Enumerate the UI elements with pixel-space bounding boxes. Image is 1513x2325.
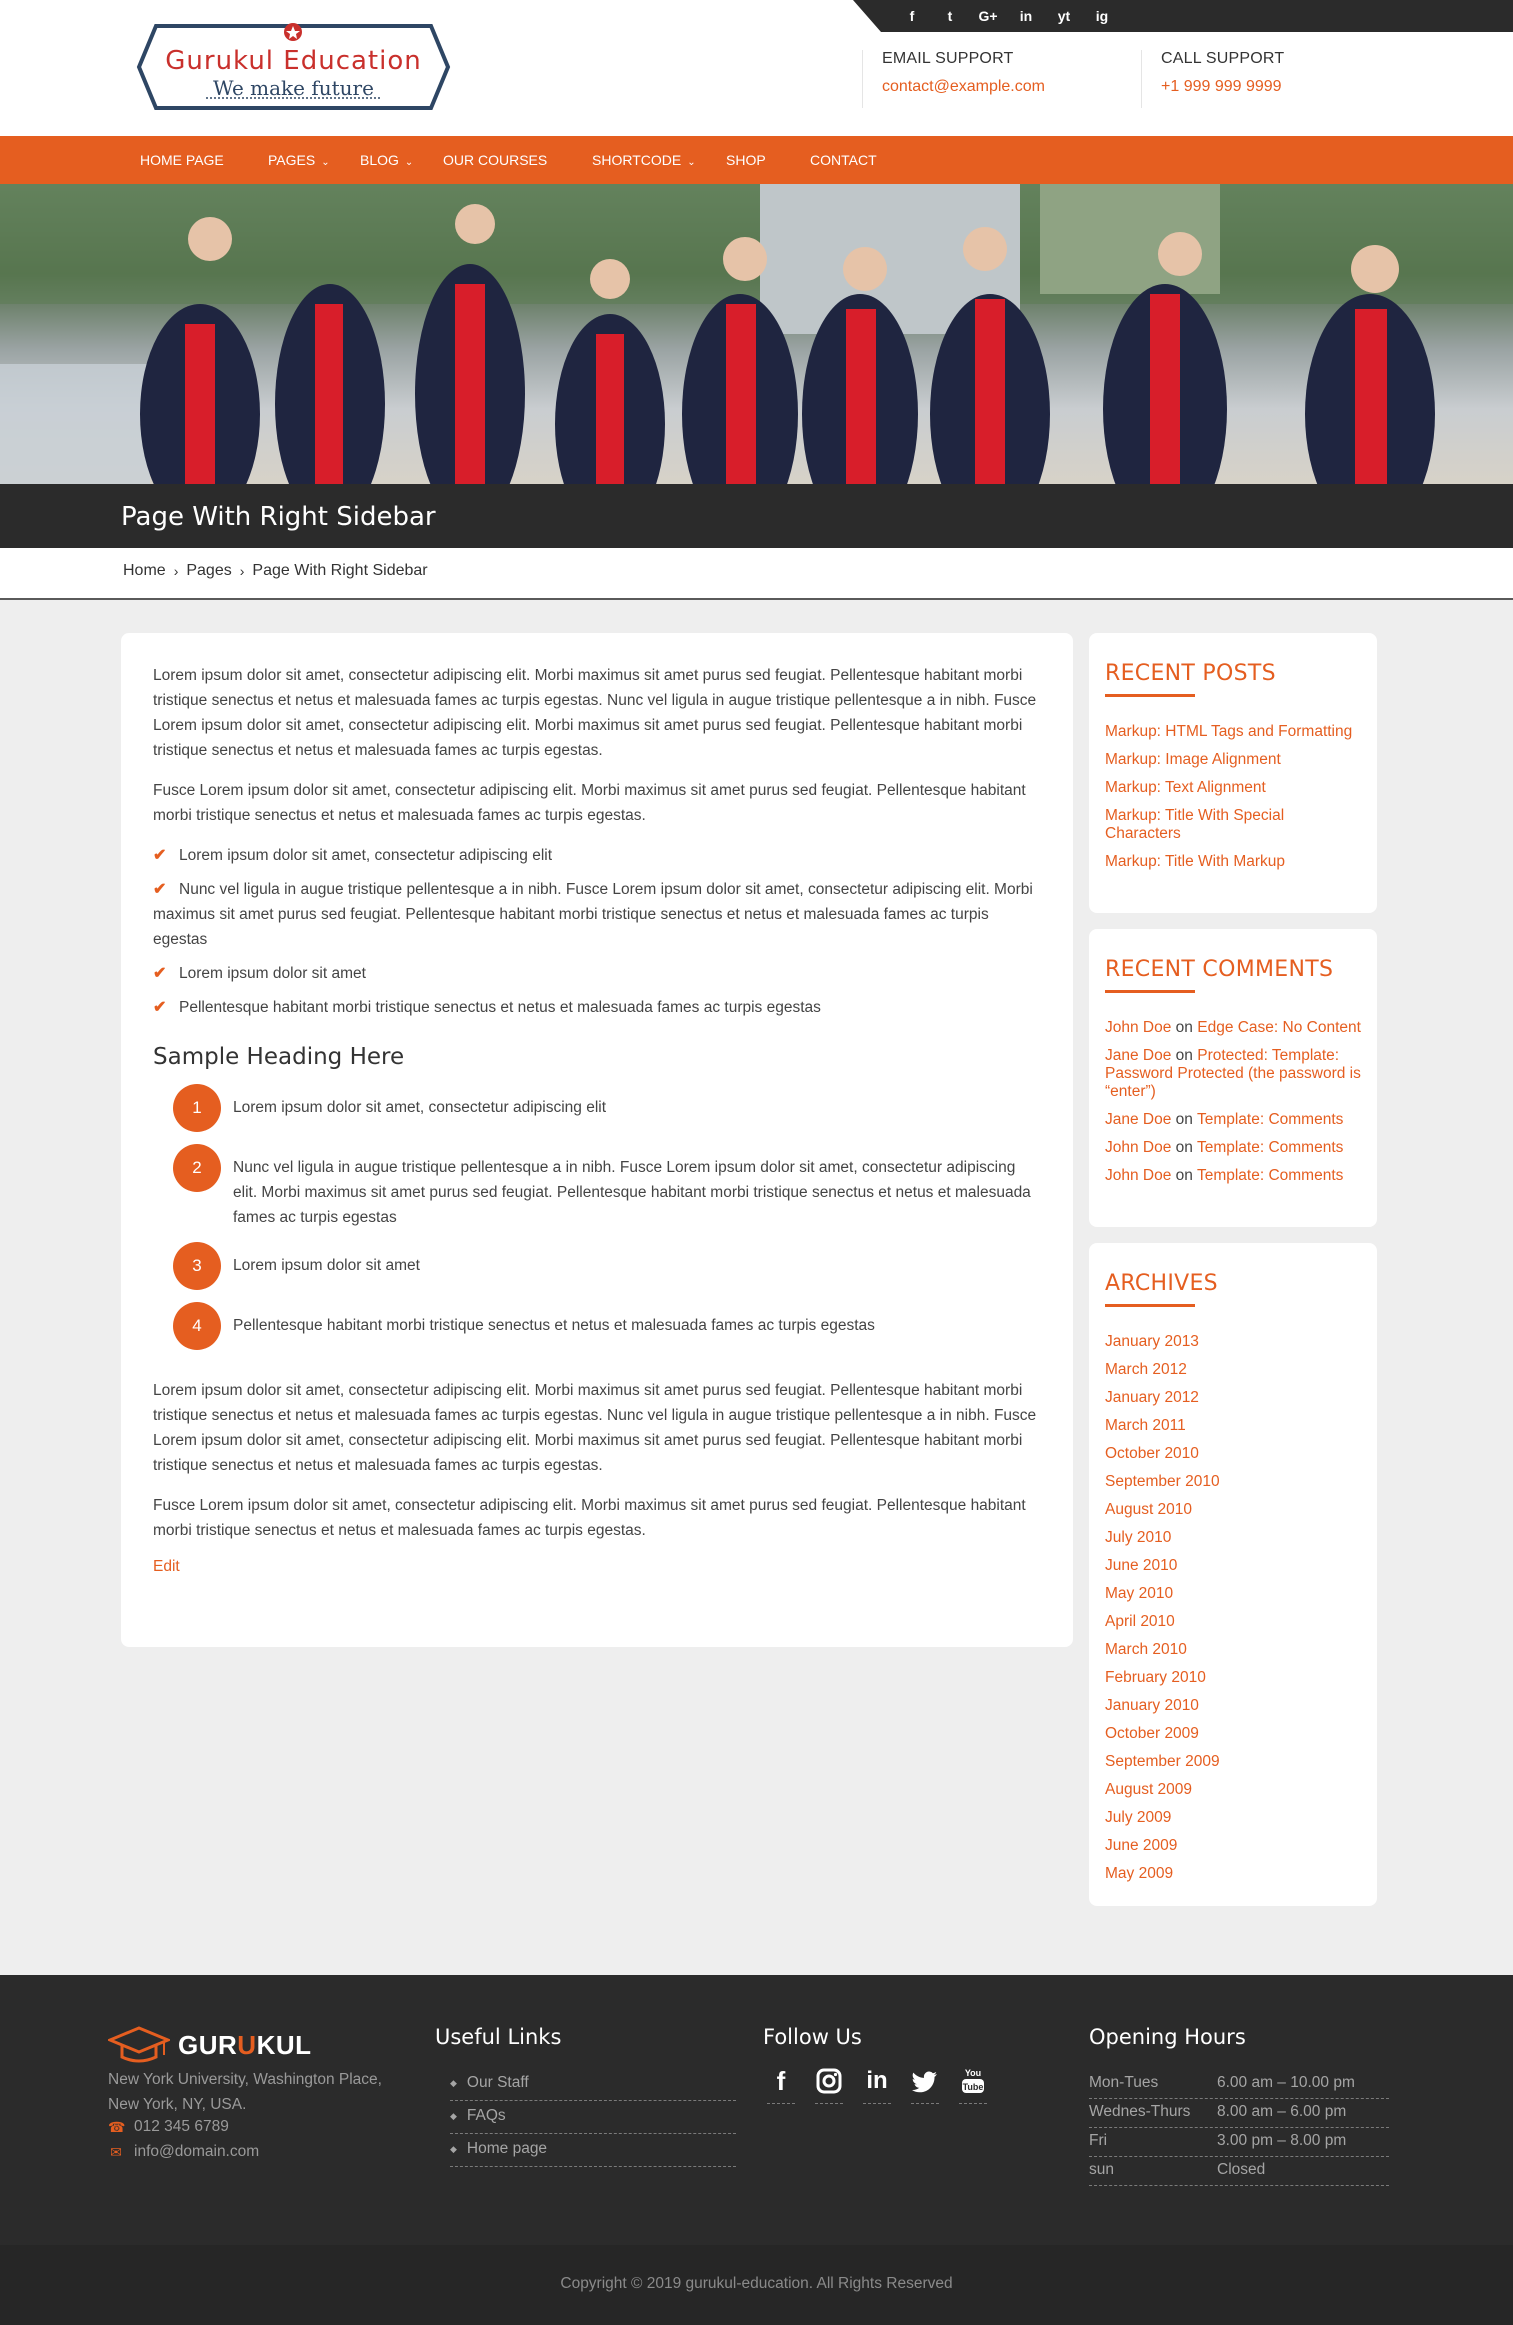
nav-blog[interactable] bbox=[360, 136, 413, 184]
numbered-item-text: Nunc vel ligula in augue tristique pellentesque a in nibh. Fusce Lorem ipsum dolor sit amet, consectetur adipiscing elit. Morbi maximus sit amet purus sed feugiat. Pellentesque habitant morbi tristique senectus et netus et malesuada fames ac turpis egestas bbox=[233, 1159, 1031, 1226]
numbered-item bbox=[173, 1242, 1041, 1290]
recent-comment bbox=[1105, 1111, 1361, 1129]
hours-day: Mon-Tues bbox=[1089, 2074, 1159, 2091]
widget-title: ARCHIVES bbox=[1105, 1271, 1218, 1296]
logo-text-accent: U bbox=[237, 2029, 257, 2060]
title-underline bbox=[1105, 1304, 1195, 1307]
nav-label: BLOG bbox=[360, 152, 399, 168]
chevron-right-icon: › bbox=[173, 563, 179, 579]
divider bbox=[862, 50, 863, 108]
site-footer bbox=[0, 1975, 1513, 2245]
hours-row bbox=[1089, 2128, 1389, 2157]
archive-link[interactable]: February 2010 bbox=[1105, 1669, 1206, 1686]
list-item bbox=[153, 995, 1041, 1020]
phone-icon: ☎ bbox=[108, 2118, 126, 2135]
diamond-bullet-icon: ◆ bbox=[450, 2078, 457, 2088]
nav-pages[interactable] bbox=[268, 136, 330, 184]
hours-row bbox=[1089, 2099, 1389, 2128]
paragraph: Fusce Lorem ipsum dolor sit amet, consectetur adipiscing elit. Morbi maximus sit amet purus sed feugiat. Pellentesque habitant morbi tristique senectus et netus et malesuada fames ac turpis egestas. bbox=[153, 782, 1026, 824]
email-support-link[interactable]: contact@example.com bbox=[882, 78, 1045, 95]
archive-link[interactable]: September 2010 bbox=[1105, 1473, 1220, 1490]
logo-text-part: KUL bbox=[256, 2029, 312, 2060]
comment-author-link[interactable]: John Doe bbox=[1105, 1019, 1172, 1036]
hours-day: sun bbox=[1089, 2161, 1114, 2178]
recent-post-link[interactable]: Markup: Title With Special Characters bbox=[1105, 807, 1285, 842]
comment-author-link[interactable]: Jane Doe bbox=[1105, 1047, 1172, 1064]
nav-label: CONTACT bbox=[810, 152, 877, 168]
twitter-icon[interactable] bbox=[911, 2066, 939, 2104]
google-plus-icon[interactable]: G+ bbox=[978, 8, 998, 24]
recent-post-link[interactable]: Markup: Text Alignment bbox=[1105, 779, 1266, 796]
footer-phone-text[interactable]: 012 345 6789 bbox=[134, 2118, 229, 2135]
comment-on: on bbox=[1175, 1111, 1193, 1128]
numbered-item-text: Lorem ipsum dolor sit amet bbox=[233, 1257, 420, 1274]
check-icon: ✔ bbox=[153, 847, 167, 864]
footer-email bbox=[108, 2143, 259, 2161]
footer-logo-text bbox=[178, 2030, 312, 2061]
nav-label: SHORTCODE bbox=[592, 152, 682, 168]
comment-post-link[interactable]: Edge Case: No Content bbox=[1197, 1019, 1361, 1036]
opening-hours-title: Opening Hours bbox=[1089, 2025, 1246, 2049]
hours-day: Wednes-Thurs bbox=[1089, 2103, 1191, 2120]
footer-link-text: FAQs bbox=[466, 2107, 506, 2125]
comment-post-link[interactable]: Template: Comments bbox=[1196, 1111, 1344, 1128]
hours-row bbox=[1089, 2157, 1389, 2186]
check-list bbox=[153, 843, 1041, 1020]
archive-link[interactable]: October 2010 bbox=[1105, 1445, 1199, 1462]
list-item-text: Lorem ipsum dolor sit amet, consectetur adipiscing elit bbox=[179, 847, 553, 864]
twitter-icon[interactable]: t bbox=[947, 8, 953, 24]
paragraph: Fusce Lorem ipsum dolor sit amet, consectetur adipiscing elit. Morbi maximus sit amet purus sed feugiat. Pellentesque habitant morbi tristique senectus et netus et malesuada fames ac turpis egestas. bbox=[153, 1497, 1026, 1539]
check-icon: ✔ bbox=[153, 881, 167, 898]
nav-home-page[interactable] bbox=[140, 136, 224, 184]
instagram-icon[interactable]: ig bbox=[1095, 8, 1109, 24]
numbered-item bbox=[173, 1084, 1041, 1132]
diamond-bullet-icon: ◆ bbox=[450, 2111, 457, 2121]
youtube-icon[interactable] bbox=[959, 2066, 987, 2104]
graduates-photo bbox=[0, 184, 1513, 484]
sample-heading: Sample Heading Here bbox=[153, 1044, 405, 1070]
numbered-list bbox=[173, 1084, 1041, 1350]
youtube-icon[interactable]: yt bbox=[1057, 8, 1071, 24]
svg-text:Tube: Tube bbox=[962, 2082, 984, 2092]
facebook-icon[interactable]: f bbox=[767, 2066, 795, 2104]
list-item bbox=[153, 961, 1041, 986]
nav-label: PAGES bbox=[268, 152, 316, 168]
linkedin-icon[interactable]: in bbox=[863, 2066, 891, 2104]
numbered-item-text: Pellentesque habitant morbi tristique senectus et netus et malesuada fames ac turpis egestas bbox=[233, 1317, 875, 1334]
breadcrumb-bar bbox=[0, 548, 1513, 600]
page-title-bar bbox=[0, 484, 1513, 548]
email-support-label: EMAIL SUPPORT bbox=[882, 50, 1014, 67]
site-header bbox=[0, 0, 1513, 136]
archive-link[interactable]: March 2011 bbox=[1105, 1417, 1186, 1434]
useful-links-title: Useful Links bbox=[435, 2025, 562, 2049]
number-badge: 4 bbox=[173, 1302, 221, 1350]
footer-phone bbox=[108, 2118, 229, 2136]
footer-email-text[interactable]: info@domain.com bbox=[134, 2143, 260, 2160]
archive-link[interactable]: May 2009 bbox=[1105, 1865, 1174, 1882]
logo-text-part: GUR bbox=[178, 2029, 238, 2060]
linkedin-icon[interactable]: in bbox=[1019, 8, 1033, 24]
chevron-down-icon: ⌄ bbox=[687, 157, 696, 168]
comment-on: on bbox=[1175, 1019, 1193, 1036]
hours-day: Fri bbox=[1089, 2132, 1108, 2149]
check-icon: ✔ bbox=[153, 965, 167, 982]
archive-link[interactable]: May 2010 bbox=[1105, 1585, 1174, 1602]
recent-comment bbox=[1105, 1167, 1361, 1185]
numbered-item bbox=[173, 1144, 1041, 1230]
comment-on: on bbox=[1175, 1139, 1193, 1156]
footer-link[interactable] bbox=[450, 2068, 736, 2101]
envelope-icon: ✉ bbox=[110, 2143, 122, 2160]
archive-link[interactable]: June 2009 bbox=[1105, 1837, 1178, 1854]
widget-title: RECENT POSTS bbox=[1105, 661, 1276, 686]
list-item-text: Pellentesque habitant morbi tristique senectus et netus et malesuada fames ac turpis egestas bbox=[179, 999, 821, 1016]
comment-author-link[interactable]: John Doe bbox=[1105, 1139, 1172, 1156]
breadcrumb-home[interactable]: Home bbox=[123, 562, 166, 579]
logo-tagline: We make future bbox=[213, 76, 374, 100]
email-support bbox=[882, 50, 1045, 96]
recent-comments-widget bbox=[1089, 929, 1377, 1227]
nav-label: HOME PAGE bbox=[140, 152, 224, 168]
nav-our-courses[interactable] bbox=[443, 136, 547, 184]
comment-post-link[interactable]: Protected: Template: Password Protected (the password is “enter”) bbox=[1105, 1047, 1361, 1100]
footer-address-line: New York, NY, USA. bbox=[108, 2096, 247, 2113]
nav-label: OUR COURSES bbox=[443, 152, 548, 168]
list-item bbox=[153, 843, 1041, 868]
list-item bbox=[153, 877, 1041, 952]
archives-widget bbox=[1089, 1243, 1377, 1906]
archive-link[interactable]: June 2010 bbox=[1105, 1557, 1178, 1574]
archive-link[interactable]: January 2010 bbox=[1105, 1697, 1199, 1714]
footer-logo[interactable] bbox=[108, 2025, 312, 2065]
recent-post-link[interactable]: Markup: HTML Tags and Formatting bbox=[1105, 723, 1353, 740]
main-navigation bbox=[0, 136, 1513, 184]
title-underline bbox=[1105, 990, 1195, 993]
recent-comment bbox=[1105, 1139, 1361, 1157]
list-item-text: Nunc vel ligula in augue tristique pellentesque a in nibh. Fusce Lorem ipsum dolor sit amet, consectetur adipiscing elit. Morbi maximus sit amet purus sed feugiat. Pellentesque habitant morbi tristique senectus et netus et malesuada fames ac turpis egestas bbox=[153, 881, 1033, 948]
comment-on: on bbox=[1175, 1167, 1193, 1184]
diamond-bullet-icon: ◆ bbox=[450, 2144, 457, 2154]
footer-link-text: Our Staff bbox=[466, 2074, 529, 2092]
follow-us-title: Follow Us bbox=[763, 2025, 862, 2049]
nav-shortcode[interactable] bbox=[592, 136, 696, 184]
copyright-text: Copyright © 2019 gurukul-education. All Rights Reserved bbox=[560, 2275, 953, 2292]
call-support-link[interactable]: +1 999 999 9999 bbox=[1161, 78, 1282, 95]
numbered-item-text: Lorem ipsum dolor sit amet, consectetur adipiscing elit bbox=[233, 1099, 607, 1116]
footer-link[interactable] bbox=[450, 2101, 736, 2134]
hours-time: 6.00 am – 10.00 pm bbox=[1217, 2074, 1355, 2091]
svg-text:You: You bbox=[964, 2068, 982, 2078]
numbered-item bbox=[173, 1302, 1041, 1350]
archive-link[interactable]: July 2009 bbox=[1105, 1809, 1172, 1826]
follow-us-icons bbox=[767, 2066, 987, 2104]
footer-link-text: Home page bbox=[466, 2140, 548, 2158]
divider bbox=[1141, 50, 1142, 108]
archive-link[interactable]: September 2009 bbox=[1105, 1753, 1220, 1770]
breadcrumb-pages[interactable]: Pages bbox=[186, 562, 232, 579]
hours-time: Closed bbox=[1217, 2161, 1266, 2178]
archive-link[interactable]: April 2010 bbox=[1105, 1613, 1175, 1630]
chevron-right-icon: › bbox=[239, 563, 245, 579]
main-content bbox=[121, 633, 1073, 1647]
hours-time: 3.00 pm – 8.00 pm bbox=[1217, 2132, 1347, 2149]
archive-link[interactable]: January 2013 bbox=[1105, 1333, 1199, 1350]
archive-link[interactable]: January 2012 bbox=[1105, 1389, 1199, 1406]
comment-author-link[interactable]: Jane Doe bbox=[1105, 1111, 1172, 1128]
recent-comment bbox=[1105, 1047, 1361, 1101]
comment-post-link[interactable]: Template: Comments bbox=[1196, 1139, 1344, 1156]
list-item-text: Lorem ipsum dolor sit amet bbox=[179, 965, 366, 982]
facebook-icon[interactable]: f bbox=[909, 8, 915, 24]
logo-brand: Gurukul Education bbox=[165, 46, 422, 76]
archive-link[interactable]: July 2010 bbox=[1105, 1529, 1172, 1546]
recent-posts-widget bbox=[1089, 633, 1377, 913]
check-icon: ✔ bbox=[153, 999, 167, 1016]
top-social-links bbox=[902, 0, 1112, 32]
paragraph: Lorem ipsum dolor sit amet, consectetur adipiscing elit. Morbi maximus sit amet purus sed feugiat. Pellentesque habitant morbi tristique senectus et netus et malesuada fames ac turpis egestas. Nunc vel ligula in augue tristique pellentesque a in nibh. Fusce Lorem ipsum dolor sit amet, consectetur adipiscing elit. Morbi maximus sit amet purus sed feugiat. Pellentesque habitant morbi tristique senectus et netus et malesuada fames ac turpis egestas. bbox=[153, 667, 1037, 759]
call-support bbox=[1161, 50, 1284, 96]
hero-banner-image bbox=[0, 184, 1513, 484]
footer-address-line: New York University, Washington Place, bbox=[108, 2071, 382, 2088]
hours-row bbox=[1089, 2070, 1389, 2099]
number-badge: 1 bbox=[173, 1084, 221, 1132]
page-title: Page With Right Sidebar bbox=[121, 502, 436, 532]
archive-link[interactable]: March 2010 bbox=[1105, 1641, 1187, 1658]
nav-label: SHOP bbox=[726, 152, 766, 168]
edit-link[interactable]: Edit bbox=[153, 1558, 180, 1575]
breadcrumb bbox=[123, 562, 428, 580]
archive-link[interactable]: October 2009 bbox=[1105, 1725, 1199, 1742]
nav-shop[interactable] bbox=[726, 136, 766, 184]
graduation-cap-icon bbox=[108, 2025, 170, 2065]
paragraph: Lorem ipsum dolor sit amet, consectetur adipiscing elit. Morbi maximus sit amet purus sed feugiat. Pellentesque habitant morbi tristique senectus et netus et malesuada fames ac turpis egestas. Nunc vel ligula in augue tristique pellentesque a in nibh. Fusce Lorem ipsum dolor sit amet, consectetur adipiscing elit. Morbi maximus sit amet purus sed feugiat. Pellentesque habitant morbi tristique senectus et netus et malesuada fames ac turpis egestas. bbox=[153, 1382, 1037, 1474]
instagram-icon[interactable] bbox=[815, 2066, 843, 2104]
chevron-down-icon: ⌄ bbox=[404, 157, 414, 168]
call-support-label: CALL SUPPORT bbox=[1161, 50, 1285, 67]
breadcrumb-current: Page With Right Sidebar bbox=[252, 562, 428, 579]
footer-link[interactable] bbox=[450, 2134, 736, 2167]
site-logo[interactable] bbox=[136, 22, 451, 112]
chevron-down-icon: ⌄ bbox=[321, 157, 330, 168]
widget-title: RECENT COMMENTS bbox=[1105, 957, 1334, 982]
archive-link[interactable]: March 2012 bbox=[1105, 1361, 1187, 1378]
title-underline bbox=[1105, 694, 1195, 697]
copyright-bar bbox=[0, 2245, 1513, 2325]
recent-post-link[interactable]: Markup: Image Alignment bbox=[1105, 751, 1281, 768]
archive-link[interactable]: August 2009 bbox=[1105, 1781, 1193, 1798]
number-badge: 2 bbox=[173, 1144, 221, 1192]
comment-post-link[interactable]: Template: Comments bbox=[1196, 1167, 1344, 1184]
number-badge: 3 bbox=[173, 1242, 221, 1290]
hours-time: 8.00 am – 6.00 pm bbox=[1217, 2103, 1347, 2120]
recent-comment bbox=[1105, 1019, 1361, 1037]
recent-post-link[interactable]: Markup: Title With Markup bbox=[1105, 853, 1286, 870]
archive-link[interactable]: August 2010 bbox=[1105, 1501, 1193, 1518]
comment-author-link[interactable]: John Doe bbox=[1105, 1167, 1172, 1184]
comment-on: on bbox=[1175, 1047, 1193, 1064]
nav-contact[interactable] bbox=[810, 136, 877, 184]
